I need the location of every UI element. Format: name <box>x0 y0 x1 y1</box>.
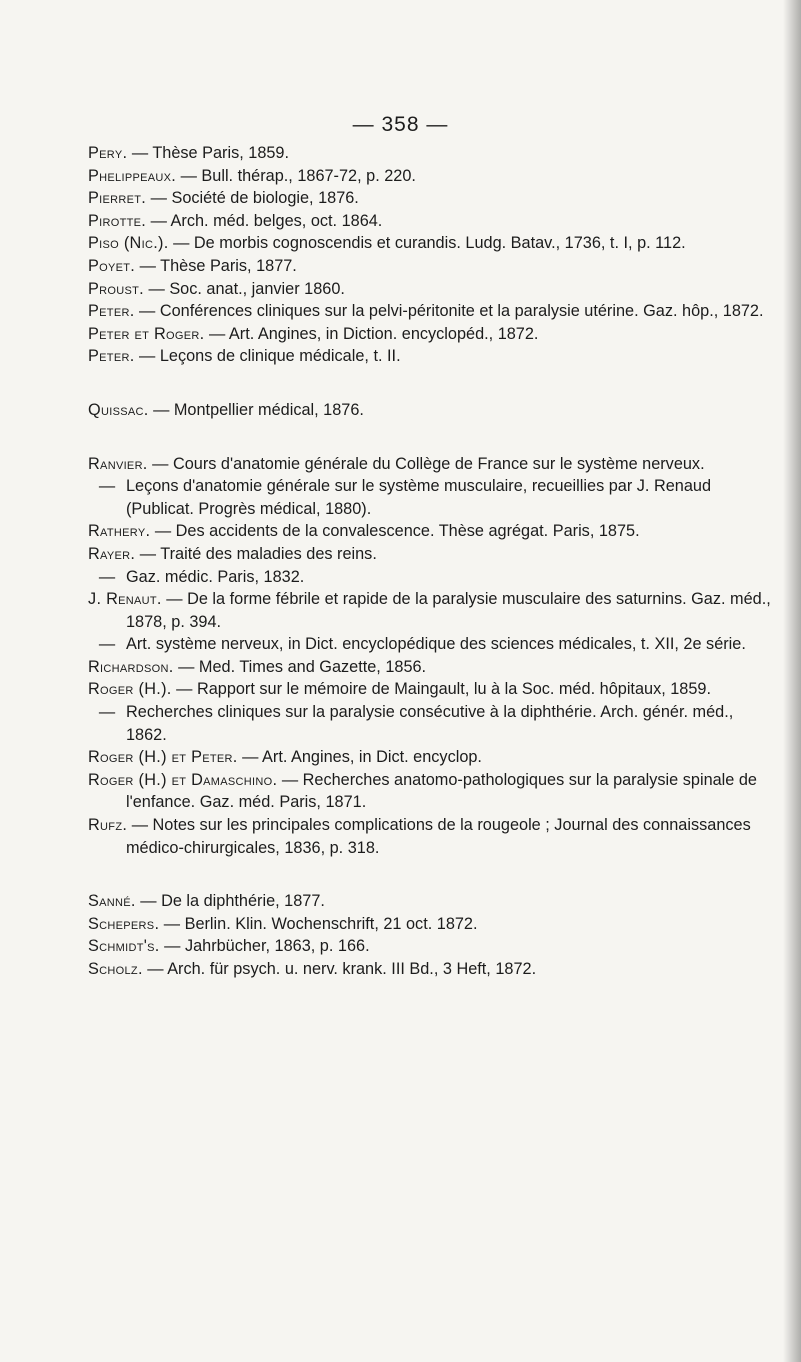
bib-text: — Soc. anat., janvier 1860. <box>143 279 345 298</box>
bib-text: — Art. Angines, in Dict. encyclop. <box>237 748 482 767</box>
bib-author: Ranvier. <box>88 454 148 473</box>
bib-entry-renaut <box>88 588 778 633</box>
bib-author: Scholz. <box>88 960 143 978</box>
bib-text: — Jahrbücher, 1863, p. 166. <box>159 937 370 956</box>
bib-entry-sanne <box>88 890 778 913</box>
bib-author: Peter. <box>88 347 135 366</box>
bib-entry-proust <box>88 278 778 301</box>
bib-author: Peter et Roger. <box>88 324 205 343</box>
bib-text: — Thèse Paris, 1877. <box>135 256 297 275</box>
bib-entry-poyet <box>88 255 778 278</box>
bib-text: — Art. Angines, in Diction. encyclopéd., 1872. <box>204 324 539 343</box>
bib-author: Phelippeaux. <box>88 166 177 185</box>
bib-text: — Traité des maladies des reins. <box>135 544 377 563</box>
bib-author: Pirotte. <box>88 211 147 230</box>
bib-text: — De la forme fébrile et rapide de la paralysie musculaire des saturnins. Gaz. méd., 1878, p. 394. <box>126 590 771 631</box>
bib-text: Recherches cliniques sur la paralysie consécutive à la diphthérie. Arch. génér. méd., 1862. <box>126 703 734 744</box>
bib-entry-peter-2 <box>88 345 778 368</box>
bib-author: Sanné. <box>88 892 136 911</box>
bib-text: — Des accidents de la convalescence. Thèse agrégat. Paris, 1875. <box>150 522 640 541</box>
bib-entry-peter-roger <box>88 323 778 346</box>
bib-author: Roger (H.) et Peter. <box>88 748 238 767</box>
bib-text: — Med. Times and Gazette, 1856. <box>173 657 427 676</box>
bib-author: Pery. <box>88 144 128 162</box>
bib-entry-rayer-2 <box>88 566 778 589</box>
bib-entry-roger-2 <box>88 701 778 746</box>
bib-text: — Montpellier médical, 1876. <box>148 400 364 419</box>
bib-text: — Notes sur les principales complications de la rougeole ; Journal des connaissances médico-chirurgicales, 1836, p. 318. <box>126 816 751 857</box>
ditto-dash: — <box>98 477 116 496</box>
bibliography-list <box>88 142 778 981</box>
bib-entry-quissac <box>88 399 778 422</box>
bib-text: — De la diphthérie, 1877. <box>135 892 325 911</box>
bib-text: — Leçons de clinique médicale, t. II. <box>134 347 401 366</box>
bib-author: J. Renaut. <box>88 590 162 609</box>
page-edge-shadow <box>783 0 801 1362</box>
bib-author: Rayer. <box>88 544 136 563</box>
bib-text: — Arch. für psych. u. nerv. krank. III Bd., 3 Heft, 1872. <box>142 960 537 978</box>
bib-entry-roger-peter <box>88 746 778 769</box>
bib-text: — Société de biologie, 1876. <box>146 189 359 208</box>
ditto-dash: — <box>98 703 116 722</box>
ditto-dash: — <box>98 635 116 654</box>
bib-entry-rufz <box>88 814 778 859</box>
bib-text: — Cours d'anatomie générale du Collège de France sur le système nerveux. <box>147 454 705 473</box>
bib-entry-schepers <box>88 913 778 936</box>
bib-text: — De morbis cognoscendis et curandis. Ludg. Batav., 1736, t. I, p. 112. <box>168 234 686 253</box>
bib-text: — Rapport sur le mémoire de Maingault, lu à la Soc. méd. hôpitaux, 1859. <box>171 680 711 699</box>
bib-author: Pierret. <box>88 189 147 208</box>
section-gap-r <box>88 422 778 453</box>
bib-author: Roger (H.) et Damaschino. <box>88 770 278 789</box>
bib-author: Roger (H.). <box>88 680 172 699</box>
page-number: — 358 — <box>352 113 449 136</box>
bib-author: Quissac. <box>88 400 149 419</box>
bib-author: Schepers. <box>88 914 160 933</box>
bib-text: Art. système nerveux, in Dict. encyclopédique des sciences médicales, t. XII, 2e série. <box>126 635 746 654</box>
bib-entry-scholz <box>88 958 778 981</box>
bib-entry-pery <box>88 142 778 165</box>
bib-author: Richardson. <box>88 657 174 676</box>
bib-author: Schmidt's. <box>88 937 160 956</box>
bib-text: Gaz. médic. Paris, 1832. <box>126 567 305 586</box>
bib-entry-rayer <box>88 543 778 566</box>
section-gap-s <box>88 859 778 890</box>
bib-entry-peter-1 <box>88 300 778 323</box>
bib-entry-rathery <box>88 520 778 543</box>
bib-entry-richardson <box>88 656 778 679</box>
ditto-dash: — <box>98 567 116 586</box>
bib-entry-ranvier <box>88 453 778 476</box>
bib-author: Piso (Nic.). <box>88 234 169 253</box>
bib-text: — Conférences cliniques sur la pelvi-péritonite et la paralysie utérine. Gaz. hôp., 1872. <box>134 302 764 321</box>
bib-text: Leçons d'anatomie générale sur le système musculaire, recueillies par J. Renaud (Publicat. Progrès médical, 1880). <box>126 477 712 518</box>
bib-entry-schmidts <box>88 935 778 958</box>
bib-text: — Recherches anatomo-pathologiques sur la paralysie spinale de l'enfance. Gaz. méd. Paris, 1871. <box>126 770 757 812</box>
section-gap-q <box>88 368 778 399</box>
bib-entry-ranvier-2 <box>88 475 778 520</box>
bib-text: — Berlin. Klin. Wochenschrift, 21 oct. 1872. <box>159 914 478 933</box>
bib-author: Proust. <box>88 279 144 298</box>
bib-author: Peter. <box>88 302 135 321</box>
bib-entry-renaut-2 <box>88 633 778 656</box>
bib-text: — Thèse Paris, 1859. <box>127 144 290 162</box>
bib-author: Rathery. <box>88 522 151 541</box>
bib-entry-roger <box>88 678 778 701</box>
bib-entry-pirotte <box>88 210 778 233</box>
bib-author: Rufz. <box>88 816 128 835</box>
bib-author: Poyet. <box>88 256 136 275</box>
bib-text: — Arch. méd. belges, oct. 1864. <box>146 211 383 230</box>
bib-entry-piso <box>88 232 778 255</box>
bib-text: — Bull. thérap., 1867-72, p. 220. <box>176 166 416 185</box>
bib-entry-phelippeaux <box>88 165 778 188</box>
bib-entry-pierret <box>88 187 778 210</box>
bib-entry-roger-damaschino <box>88 769 778 814</box>
